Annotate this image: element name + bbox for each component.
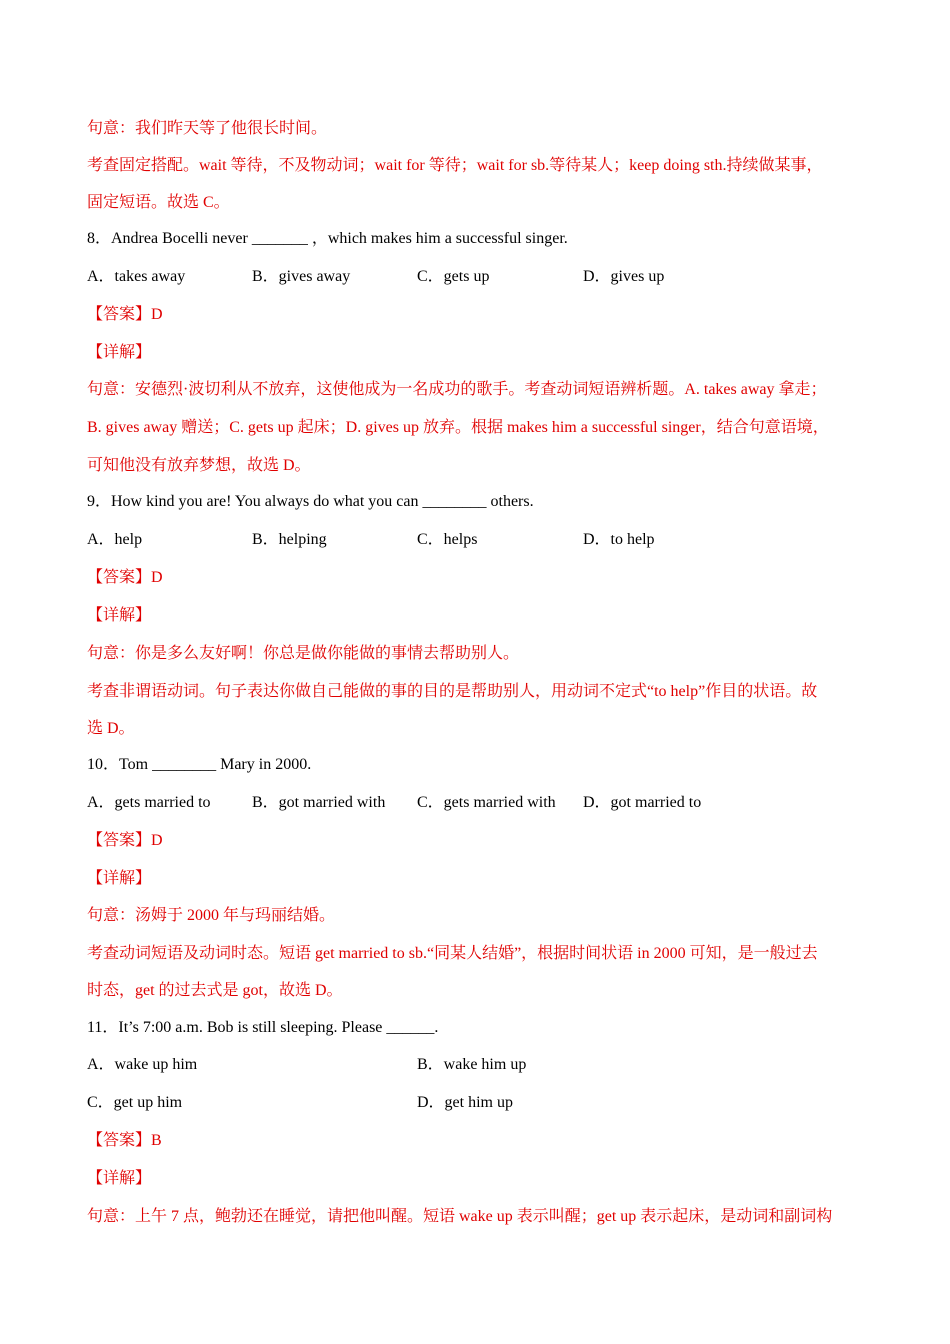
q10-detail-line-3: 时态，get 的过去式是 got，故选 D。 [87, 982, 343, 999]
q10-answer: 【答案】D [87, 832, 163, 849]
q9-stem: 9．How kind you are! You always do what you can ________ others. [87, 493, 534, 510]
q11-detail-label: 【详解】 [87, 1170, 152, 1187]
q10-detail-line-2: 考查动词短语及动词时态。短语 get married to sb.“同某人结婚”，根据时间状语 in 2000 可知，是一般过去 [87, 945, 818, 962]
q7-meaning: 句意：我们昨天等了他很长时间。 [87, 120, 328, 137]
q7-analysis-line-1: 考查固定搭配。wait 等待，不及物动词；wait for 等待；wait for sb.等待某人；keep doing sth.持续做某事， [87, 157, 823, 174]
q10-option-a: A．gets married to [87, 794, 211, 811]
q9-option-b: B．helping [252, 531, 327, 548]
q9-answer: 【答案】D [87, 569, 163, 586]
q8-option-c: C．gets up [417, 268, 490, 285]
q9-detail-line-1: 句意：你是多么友好啊！你总是做你能做的事情去帮助别人。 [87, 645, 520, 662]
q11-option-c: C．get up him [87, 1094, 183, 1111]
q10-stem: 10．Tom ________ Mary in 2000. [87, 756, 312, 773]
q10-option-b: B．got married with [252, 794, 386, 811]
q11-stem: 11．It’s 7:00 a.m. Bob is still sleeping. Please ______. [87, 1019, 439, 1036]
q8-option-d: D．gives up [583, 268, 665, 285]
q8-option-a: A．takes away [87, 268, 186, 285]
q8-detail-line-2: B. gives away 赠送；C. gets up 起床；D. gives up 放弃。根据 makes him a successful singer，结合句意语境， [87, 419, 829, 436]
q11-option-a: A．wake up him [87, 1056, 198, 1073]
q10-detail-label: 【详解】 [87, 870, 152, 887]
q10-option-d: D．got married to [583, 794, 702, 811]
q9-option-a: A．help [87, 531, 143, 548]
q9-detail-line-3: 选 D。 [87, 720, 135, 737]
q7-analysis-line-2: 固定短语。故选 C。 [87, 194, 230, 211]
q11-answer: 【答案】B [87, 1132, 162, 1149]
q8-answer: 【答案】D [87, 306, 163, 323]
q9-option-c: C．helps [417, 531, 478, 548]
q8-option-b: B．gives away [252, 268, 351, 285]
q11-option-b: B．wake him up [417, 1056, 527, 1073]
q8-detail-line-3: 可知他没有放弃梦想，故选 D。 [87, 457, 311, 474]
q11-detail-line-1: 句意：上午 7 点，鲍勃还在睡觉，请把他叫醒。短语 wake up 表示叫醒；get up 表示起床，是动词和副词构 [87, 1208, 833, 1225]
q8-detail-label: 【详解】 [87, 344, 152, 361]
q8-stem: 8．Andrea Bocelli never _______ ，which makes him a successful singer. [87, 230, 568, 247]
q9-detail-label: 【详解】 [87, 607, 152, 624]
q10-detail-line-1: 句意：汤姆于 2000 年与玛丽结婚。 [87, 907, 336, 924]
q10-option-c: C．gets married with [417, 794, 556, 811]
q11-option-d: D．get him up [417, 1094, 513, 1111]
q9-detail-line-2: 考查非谓语动词。句子表达你做自己能做的事的目的是帮助别人，用动词不定式“to help”作目的状语。故 [87, 683, 818, 700]
q9-option-d: D．to help [583, 531, 655, 548]
q8-detail-line-1: 句意：安德烈·波切利从不放弃，这使他成为一名成功的歌手。考查动词短语辨析题。A. takes away 拿走； [87, 381, 827, 398]
